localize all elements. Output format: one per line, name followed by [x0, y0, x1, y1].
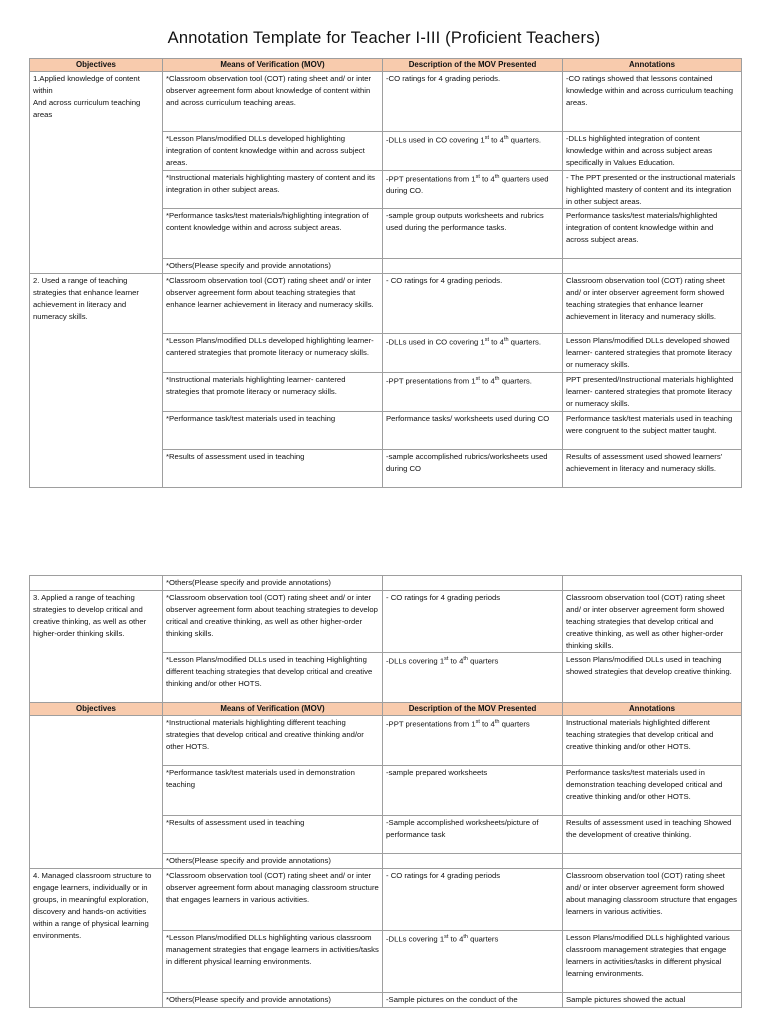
annotation-cell: Classroom observation tool (COT) rating sheet and/ or inter observer agreement form showed teaching strategies that develop critical and creative thinking, as well as other higher-order thinking skills. — [563, 590, 742, 653]
annotation-cell: Performance task/test materials used in teaching were congruent to the subject matter taught. — [563, 411, 742, 449]
mov-cell: *Classroom observation tool (COT) rating sheet and/ or inter observer agreement form about teaching strategies that enhance learner achievement in literacy and numeracy skills. — [163, 274, 383, 334]
annotation-cell: PPT presented/Instructional materials highlighted learner- cantered strategies that promote literacy or numeracy skills. — [563, 373, 742, 412]
table-row — [30, 274, 742, 334]
table-body-continued — [30, 576, 742, 703]
mov-cell: *Classroom observation tool (COT) rating sheet and/ or inter observer agreement form about teaching strategies to develop critical and creative thinking, as well as other higher-order thinking skills. — [163, 590, 383, 653]
header-mov: Means of Verification (MOV) — [163, 703, 383, 716]
annotation-cell: -DLLs highlighted integration of content knowledge within and across subject areas specifically in Values Education. — [563, 132, 742, 171]
header-mov: Means of Verification (MOV) — [163, 59, 383, 72]
description-cell: -PPT presentations from 1st to 4th quarters. — [383, 373, 563, 412]
annotation-cell: Lesson Plans/modified DLLs used in teaching showed strategies that develop creative thinking. — [563, 653, 742, 703]
description-cell: -DLLs covering 1st to 4th quarters — [383, 931, 563, 993]
mov-cell: *Results of assessment used in teaching — [163, 816, 383, 854]
mov-cell: *Results of assessment used in teaching — [163, 449, 383, 487]
table-row — [30, 590, 742, 653]
annotation-table-bottom — [29, 575, 742, 1008]
mov-cell: *Performance task/test materials used in teaching — [163, 411, 383, 449]
objective-cell — [30, 716, 163, 869]
description-cell — [383, 854, 563, 869]
mov-cell: *Lesson Plans/modified DLLs used in teaching Highlighting different teaching strategies that develop critical and creative thinking and/or other HOTS. — [163, 653, 383, 703]
table-row — [30, 716, 742, 766]
mov-cell: *Performance task/test materials used in demonstration teaching — [163, 766, 383, 816]
mov-cell: *Classroom observation tool (COT) rating sheet and/ or inter observer agreement form about managing classroom structure that engages learners in various activities. — [163, 869, 383, 931]
description-cell: -PPT presentations from 1st to 4th quarters used during CO. — [383, 170, 563, 209]
annotation-cell: Lesson Plans/modified DLLs highlighted various classroom management strategies that engage learners in activities/tasks in different physical learning environments. — [563, 931, 742, 993]
description-cell: -CO ratings for 4 grading periods. — [383, 72, 563, 132]
repeated-header — [30, 703, 742, 716]
mov-cell: *Lesson Plans/modified DLLs developed highlighting learner- cantered strategies that promote literacy or numeracy skills. — [163, 334, 383, 373]
header-annotations: Annotations — [563, 59, 742, 72]
description-cell: - CO ratings for 4 grading periods. — [383, 274, 563, 334]
description-cell: -Sample pictures on the conduct of the — [383, 993, 563, 1008]
annotation-cell: Lesson Plans/modified DLLs developed showed learner- cantered strategies that promote literacy or numeracy skills. — [563, 334, 742, 373]
annotation-cell: Performance tasks/test materials used in demonstration teaching developed critical and creative thinking and/or other HOTS. — [563, 766, 742, 816]
description-cell: -PPT presentations from 1st to 4th quarters — [383, 716, 563, 766]
description-cell: -Sample accomplished worksheets/picture of performance task — [383, 816, 563, 854]
mov-cell: *Others(Please specify and provide annotations) — [163, 576, 383, 591]
annotation-cell — [563, 576, 742, 591]
description-cell: -DLLs covering 1st to 4th quarters — [383, 653, 563, 703]
objective-cell — [30, 576, 163, 591]
annotation-cell: Classroom observation tool (COT) rating sheet and/ or inter observer agreement form showed about managing classroom structure that engages learners in various activities. — [563, 869, 742, 931]
mov-cell: *Instructional materials highlighting learner- cantered strategies that promote literacy or numeracy skills. — [163, 373, 383, 412]
objective-cell: 1.Applied knowledge of content within And across curriculum teaching areas — [30, 72, 163, 274]
table-row — [30, 72, 742, 132]
table-body-bottom — [30, 716, 742, 1008]
mov-cell: *Instructional materials highlighting mastery of content and its integration in other subject areas. — [163, 170, 383, 209]
description-cell: Performance tasks/ worksheets used during CO — [383, 411, 563, 449]
objective-cell: 4. Managed classroom structure to engage learners, individually or in groups, in meaningful exploration, discovery and hands-on activities within a range of physical learning environments. — [30, 869, 163, 1008]
header-description: Description of the MOV Presented — [383, 59, 563, 72]
annotation-cell: Results of assessment used showed learners' achievement in literacy and numeracy skills. — [563, 449, 742, 487]
header-objectives: Objectives — [30, 703, 163, 716]
table-body-top — [30, 72, 742, 488]
description-cell: - CO ratings for 4 grading periods — [383, 590, 563, 653]
annotation-cell: Instructional materials highlighted different teaching strategies that develop critical and creative thinking and/or other HOTS. — [563, 716, 742, 766]
mov-cell: *Performance tasks/test materials/highlighting integration of content knowledge within and across subject areas. — [163, 209, 383, 259]
description-cell — [383, 259, 563, 274]
header-annotations: Annotations — [563, 703, 742, 716]
mov-cell: *Others(Please specify and provide annotations) — [163, 993, 383, 1008]
description-cell: -DLLs used in CO covering 1st to 4th quarters. — [383, 132, 563, 171]
annotation-cell: Performance tasks/test materials/highlighted integration of content knowledge within and across subject areas. — [563, 209, 742, 259]
header-row — [30, 59, 742, 72]
table-row — [30, 576, 742, 591]
description-cell: -sample group outputs worksheets and rubrics used during the performance tasks. — [383, 209, 563, 259]
objective-cell: 3. Applied a range of teaching strategies to develop critical and creative thinking, as well as other higher-order thinking skills. — [30, 590, 163, 703]
page-title: Annotation Template for Teacher I-III (Proficient Teachers) — [167, 29, 601, 47]
header-objectives: Objectives — [30, 59, 163, 72]
mov-cell: *Others(Please specify and provide annotations) — [163, 854, 383, 869]
annotation-cell: Results of assessment used in teaching Showed the development of creative thinking. — [563, 816, 742, 854]
table-row — [30, 869, 742, 931]
annotation-cell: -CO ratings showed that lessons contained knowledge within and across curriculum teaching areas. — [563, 72, 742, 132]
annotation-cell — [563, 854, 742, 869]
annotation-table-top — [29, 58, 742, 488]
mov-cell: *Instructional materials highlighting different teaching strategies that develop critical and creative thinking and/or other HOTS. — [163, 716, 383, 766]
objective-cell: 2. Used a range of teaching strategies that enhance learner achievement in literacy and numeracy skills. — [30, 274, 163, 487]
annotation-cell: Sample pictures showed the actual — [563, 993, 742, 1008]
mov-cell: *Lesson Plans/modified DLLs developed highlighting integration of content knowledge within and across subject areas. — [163, 132, 383, 171]
annotation-cell — [563, 259, 742, 274]
description-cell: -sample prepared worksheets — [383, 766, 563, 816]
description-cell — [383, 576, 563, 591]
description-cell: - CO ratings for 4 grading periods — [383, 869, 563, 931]
header-description: Description of the MOV Presented — [383, 703, 563, 716]
header-row — [30, 703, 742, 716]
description-cell: -DLLs used in CO covering 1st to 4th quarters. — [383, 334, 563, 373]
annotation-cell: - The PPT presented or the instructional materials highlighted mastery of content and its integration in other subject areas. — [563, 170, 742, 209]
mov-cell: *Lesson Plans/modified DLLs highlighting various classroom management strategies that engage learners in activities/tasks in different physical learning environments. — [163, 931, 383, 993]
description-cell: -sample accomplished rubrics/worksheets used during CO — [383, 449, 563, 487]
mov-cell: *Others(Please specify and provide annotations) — [163, 259, 383, 274]
mov-cell: *Classroom observation tool (COT) rating sheet and/ or inter observer agreement form about knowledge of content within and across curriculum teaching areas. — [163, 72, 383, 132]
annotation-cell: Classroom observation tool (COT) rating sheet and/ or inter observer agreement form showed teaching strategies that enhance learner achievement in literacy and numeracy skills. — [563, 274, 742, 334]
